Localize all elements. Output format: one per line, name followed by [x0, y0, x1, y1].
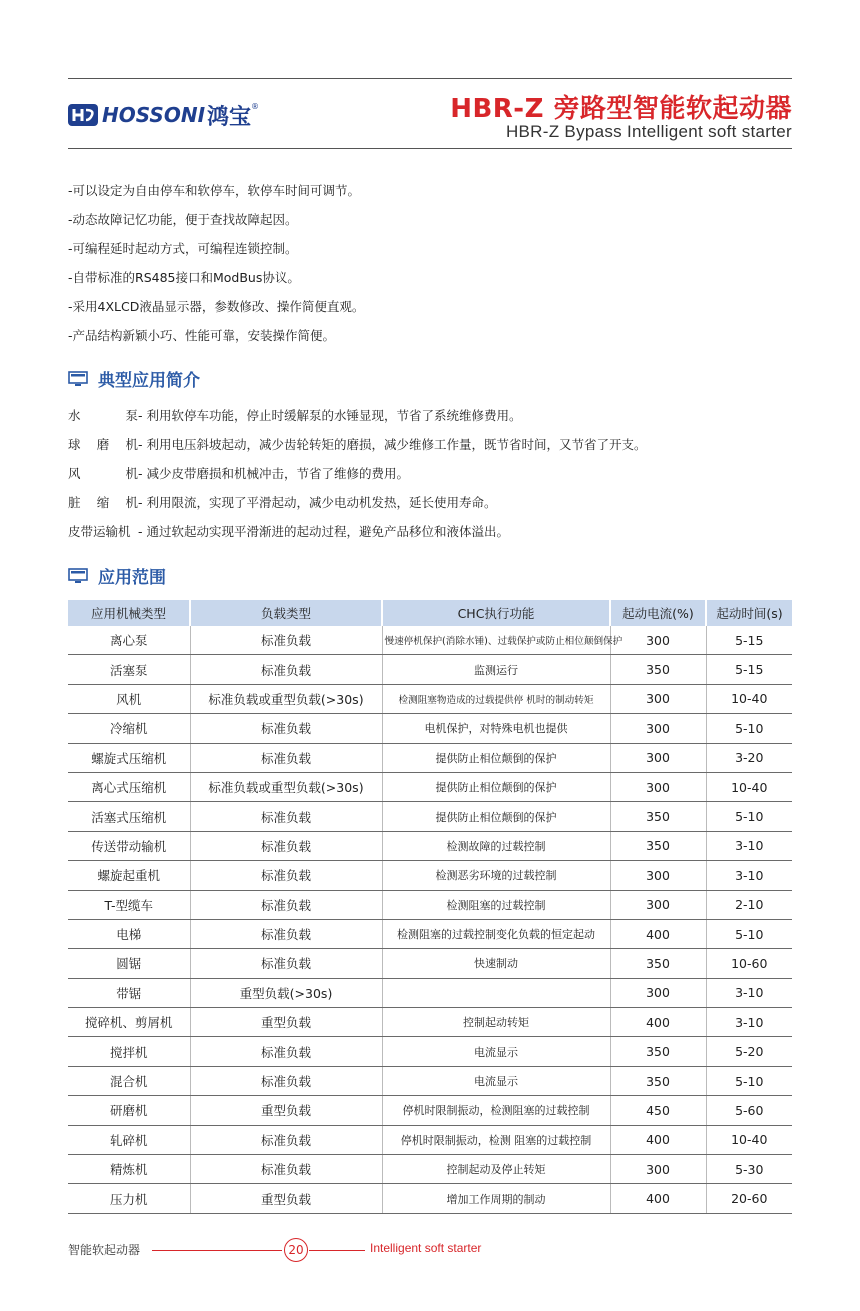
- table-cell: 10-40: [706, 1125, 792, 1154]
- table-cell: 300: [610, 743, 706, 772]
- table-cell: 20-60: [706, 1184, 792, 1213]
- application-name: 水 泵: [68, 408, 138, 423]
- column-header: 应用机械类型: [68, 600, 190, 626]
- section-title: 典型应用简介: [98, 371, 200, 391]
- table-cell: 检测故障的过载控制: [382, 831, 610, 860]
- monitor-icon: [68, 568, 88, 584]
- table-cell: 标准负载: [190, 1037, 382, 1066]
- table-cell: 10-40: [706, 684, 792, 713]
- page-footer: [68, 1238, 792, 1262]
- table-cell: 停机时限制振动，检测阻塞的过载控制: [382, 1096, 610, 1125]
- application-name: 球 磨 机: [68, 437, 138, 452]
- feature-list: [68, 176, 364, 350]
- logo-text-cn: 鸿宝: [207, 104, 252, 130]
- table-cell: 慢速停机保护(消除水锤)、过载保护或防止相位颠倒保护: [382, 626, 610, 655]
- footer-title-cn: 智能软起动器: [68, 1243, 141, 1257]
- application-item: [68, 459, 647, 488]
- header-top-rule: [68, 78, 792, 79]
- table-cell: 标准负载: [190, 1125, 382, 1154]
- header-bottom-rule: [68, 148, 792, 149]
- table-cell: 10-60: [706, 949, 792, 978]
- table-cell: 标准负载: [190, 802, 382, 831]
- application-range-table: [68, 600, 792, 1214]
- table-cell: 350: [610, 802, 706, 831]
- table-row: [68, 1037, 792, 1066]
- table-row: [68, 684, 792, 713]
- table-cell: 5-15: [706, 626, 792, 655]
- table-cell: 5-20: [706, 1037, 792, 1066]
- section-title: 应用范围: [98, 568, 166, 588]
- table-cell: 风机: [68, 684, 190, 713]
- table-cell: 2-10: [706, 890, 792, 919]
- table-cell: 3-10: [706, 861, 792, 890]
- table-cell: 控制起动及停止转矩: [382, 1155, 610, 1184]
- table-cell: 活塞泵: [68, 655, 190, 684]
- table-cell: 3-20: [706, 743, 792, 772]
- application-list: [68, 401, 647, 546]
- table-cell: 螺旋式压缩机: [68, 743, 190, 772]
- table-row: [68, 831, 792, 860]
- table-cell: 检测阻塞的过载控制: [382, 890, 610, 919]
- table-cell: 350: [610, 949, 706, 978]
- application-desc: - 利用软停车功能，停止时缓解泵的水锤显现，节省了系统维修费用。: [138, 408, 522, 423]
- table-cell: 标准负载: [190, 743, 382, 772]
- footer-rule: [152, 1250, 282, 1251]
- table-row: [68, 1155, 792, 1184]
- column-header: 起动时间(s): [706, 600, 792, 626]
- section-application-range: [68, 563, 166, 588]
- table-cell: 标准负载: [190, 655, 382, 684]
- table-cell: 重型负载: [190, 1096, 382, 1125]
- table-cell: 电机保护，对特殊电机也提供: [382, 714, 610, 743]
- table-cell: 300: [610, 890, 706, 919]
- table-cell: 标准负载: [190, 1155, 382, 1184]
- monitor-icon: [68, 371, 88, 387]
- table-row: [68, 978, 792, 1007]
- table-cell: 450: [610, 1096, 706, 1125]
- application-desc: - 减少皮带磨损和机械冲击，节省了维修的费用。: [138, 466, 409, 481]
- feature-item: -可以设定为自由停车和软停车，软停车时间可调节。: [68, 183, 361, 198]
- table-cell: 研磨机: [68, 1096, 190, 1125]
- application-item: [68, 517, 647, 546]
- table-cell: 活塞式压缩机: [68, 802, 190, 831]
- table-cell: 标准负载: [190, 626, 382, 655]
- table-cell: 3-10: [706, 831, 792, 860]
- table-cell: 标准负载或重型负载(>30s): [190, 684, 382, 713]
- feature-item: -可编程延时起动方式，可编程连锁控制。: [68, 241, 298, 256]
- table-row: [68, 1008, 792, 1037]
- table-cell: 提供防止相位颠倒的保护: [382, 743, 610, 772]
- hossoni-logo-icon: [68, 104, 98, 126]
- table-cell: 400: [610, 1008, 706, 1037]
- table-cell: 快速制动: [382, 949, 610, 978]
- table-cell: 标准负载: [190, 1066, 382, 1095]
- table-cell: 搅拌机: [68, 1037, 190, 1066]
- table-row: [68, 919, 792, 948]
- table-cell: 5-10: [706, 714, 792, 743]
- table-cell: 控制起动转矩: [382, 1008, 610, 1037]
- table-row: [68, 714, 792, 743]
- column-header: 起动电流(%): [610, 600, 706, 626]
- application-item: [68, 488, 647, 517]
- table-row: [68, 949, 792, 978]
- table-cell: 350: [610, 655, 706, 684]
- page-subtitle: HBR-Z Bypass Intelligent soft starter: [505, 122, 792, 141]
- table-cell: 停机时限制振动，检测 阻塞的过载控制: [382, 1125, 610, 1154]
- application-name: 风 机: [68, 466, 138, 481]
- table-row: [68, 772, 792, 801]
- table-cell: 重型负载: [190, 1184, 382, 1213]
- column-header: CHC执行功能: [382, 600, 610, 626]
- table-row: [68, 626, 792, 655]
- table-cell: 带锯: [68, 978, 190, 1007]
- table-cell: 提供防止相位颠倒的保护: [382, 772, 610, 801]
- logo-text-en: HOSSONI: [102, 103, 206, 127]
- table-cell: 电流显示: [382, 1037, 610, 1066]
- table-cell: 300: [610, 861, 706, 890]
- table-cell: 300: [610, 772, 706, 801]
- application-desc: - 通过软起动实现平滑渐进的起动过程，避免产品移位和液体溢出。: [138, 524, 509, 539]
- application-name: 皮带运输机: [68, 524, 131, 539]
- table-header-row: [68, 600, 792, 626]
- table-cell: 监测运行: [382, 655, 610, 684]
- table-cell: 重型负载(>30s): [190, 978, 382, 1007]
- table-cell: 传送带动输机: [68, 831, 190, 860]
- registered-mark: ®: [251, 102, 260, 111]
- table-cell: 提供防止相位颠倒的保护: [382, 802, 610, 831]
- table-cell: 搅碎机、剪屑机: [68, 1008, 190, 1037]
- page-number: 20: [284, 1238, 308, 1262]
- application-desc: - 利用电压斜坡起动，减少齿轮转矩的磨损，减少维修工作量，既节省时间，又节省了开支。: [138, 437, 647, 452]
- table-cell: 标准负载或重型负载(>30s): [190, 772, 382, 801]
- feature-item: -动态故障记忆功能，便于查找故障起因。: [68, 212, 298, 227]
- table-cell: 检测阻塞的过载控制变化负载的恒定起动: [382, 919, 610, 948]
- table-cell: 电梯: [68, 919, 190, 948]
- table-cell: 离心式压缩机: [68, 772, 190, 801]
- table-cell: 标准负载: [190, 861, 382, 890]
- brand-logo: [68, 100, 259, 130]
- table-cell: 标准负载: [190, 919, 382, 948]
- table-cell: 电流显示: [382, 1066, 610, 1095]
- feature-item: -产品结构新颖小巧、性能可靠，安装操作简便。: [68, 328, 336, 343]
- feature-item: -自带标准的RS485接口和ModBus协议。: [68, 270, 300, 285]
- table-cell: 300: [610, 1155, 706, 1184]
- page-title: HBR-Z 旁路型智能软起动器: [450, 94, 792, 124]
- table-cell: 300: [610, 714, 706, 743]
- table-cell: 压力机: [68, 1184, 190, 1213]
- table-cell: 5-10: [706, 1066, 792, 1095]
- table-row: [68, 743, 792, 772]
- table-cell: 300: [610, 684, 706, 713]
- feature-item: -采用4XLCD液晶显示器，参数修改、操作简便直观。: [68, 299, 365, 314]
- table-cell: 5-30: [706, 1155, 792, 1184]
- table-cell: 检测恶劣环境的过载控制: [382, 861, 610, 890]
- table-row: [68, 1184, 792, 1213]
- table-cell: 5-15: [706, 655, 792, 684]
- table-cell: 400: [610, 1125, 706, 1154]
- table-cell: 400: [610, 1184, 706, 1213]
- table-cell: 精炼机: [68, 1155, 190, 1184]
- table-cell: 螺旋起重机: [68, 861, 190, 890]
- table-cell: 检测阻塞物造成的过载提供停 机时的制动转矩: [382, 684, 610, 713]
- table-cell: 350: [610, 1066, 706, 1095]
- table-row: [68, 861, 792, 890]
- table-cell: 350: [610, 831, 706, 860]
- table-cell: 5-10: [706, 802, 792, 831]
- application-item: [68, 430, 647, 459]
- table-cell: 增加工作周期的制动: [382, 1184, 610, 1213]
- column-header: 负载类型: [190, 600, 382, 626]
- footer-rule: [309, 1250, 365, 1251]
- table-cell: 圆锯: [68, 949, 190, 978]
- table-cell: 标准负载: [190, 890, 382, 919]
- table-cell: 3-10: [706, 1008, 792, 1037]
- table-cell: 冷缩机: [68, 714, 190, 743]
- table-cell: 5-10: [706, 919, 792, 948]
- table-row: [68, 802, 792, 831]
- table-row: [68, 890, 792, 919]
- table-cell: 混合机: [68, 1066, 190, 1095]
- table-cell: 10-40: [706, 772, 792, 801]
- table-cell: 离心泵: [68, 626, 190, 655]
- table-cell: 300: [610, 978, 706, 1007]
- table-cell: 轧碎机: [68, 1125, 190, 1154]
- section-typical-applications: [68, 366, 200, 391]
- footer-title-en: Intelligent soft starter: [370, 1241, 482, 1255]
- table-row: [68, 655, 792, 684]
- application-desc: - 利用限流，实现了平滑起动，减少电动机发热，延长使用寿命。: [138, 495, 497, 510]
- table-cell: 400: [610, 919, 706, 948]
- table-cell: 重型负载: [190, 1008, 382, 1037]
- table-cell: 标准负载: [190, 714, 382, 743]
- table-cell: 标准负载: [190, 831, 382, 860]
- table-row: [68, 1066, 792, 1095]
- table-cell: [382, 978, 610, 1007]
- table-cell: 3-10: [706, 978, 792, 1007]
- table-row: [68, 1096, 792, 1125]
- table-cell: 5-60: [706, 1096, 792, 1125]
- table-cell: 300: [610, 626, 706, 655]
- table-row: [68, 1125, 792, 1154]
- table-cell: 350: [610, 1037, 706, 1066]
- table-cell: T-型缆车: [68, 890, 190, 919]
- table-cell: 标准负载: [190, 949, 382, 978]
- application-item: [68, 401, 647, 430]
- application-name: 脏 缩 机: [68, 495, 138, 510]
